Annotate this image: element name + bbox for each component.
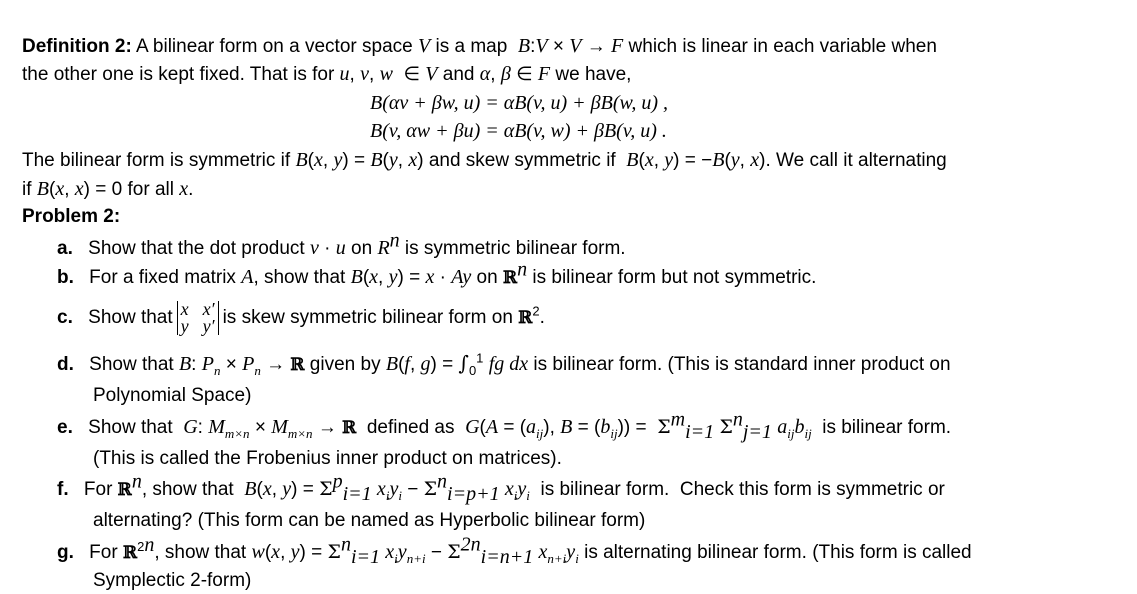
equation-2: [370, 118, 667, 144]
definition-line-2: the other one is kept fixed. That is for u, v, w ∈ V and α, β ∈ F we have,: [22, 63, 632, 85]
item-label: f.: [57, 479, 69, 500]
problem-item-g-cont: Symplectic 2-form): [93, 570, 252, 591]
item-label: d.: [57, 354, 74, 375]
problem-item-g: g. For ℝ$^{2n}$, show that w(x, $y) = \Sigma^n_{i=1}$ $x_iy_{n+i} - \Sigma^{2n}_{i=n+1}$ $x_{n+i}y_i$ is alternating bilinear form. (This form is called: [57, 533, 972, 568]
problem-heading: Problem 2:: [22, 206, 121, 227]
item-label: a.: [57, 238, 73, 259]
equation-2-text: B(v, αw + βu) = αB(v, w) + βB(v, u) .: [370, 120, 667, 142]
item-label: e.: [57, 417, 73, 438]
problem-item-b: b. For a fixed matrix A, show that B(x, y) = x · Ay on ℝ$^n$ is bilinear form but not symmetric.: [57, 258, 817, 288]
definition-line-3: The bilinear form is symmetric if B(x, y) = B(y, x) and skew symmetric if B(x, y) = −B(y, x). We call it alternating: [22, 149, 947, 171]
item-label: g.: [57, 542, 74, 563]
problem-item-a: a. Show that the dot product v · u on $R^n$ is symmetric bilinear form.: [57, 229, 626, 259]
equation-1: [370, 90, 668, 116]
problem-item-d: d. Show that B: $P_n \times P_n$ → ℝ given by B(f, $g) = \int_0^1$ fg dx is bilinear form. (This is standard inner product on: [57, 350, 951, 378]
problem-item-f: f. For ℝ$^n$, show that B(x, $y) = \Sigma^p_{i=1}$ $x_iy_i - \Sigma^n_{i=p+1}$ $x_iy_i$ is bilinear form. Check this form is symmetric or: [57, 470, 945, 505]
item-label: c.: [57, 307, 73, 328]
problem-item-d-cont: Polynomial Space): [93, 385, 252, 406]
problem-item-f-cont: alternating? (This form can be named as Hyperbolic bilinear form): [93, 510, 646, 531]
definition-line-4: if B(x, x) = 0 for all x.: [22, 178, 194, 200]
definition-heading: Definition 2:: [22, 36, 132, 57]
item-label: b.: [57, 267, 74, 288]
problem-item-e: e. Show that G: $M_{m\times n} \times M_{m\times n}$ → ℝ defined as $G(A = (a_{ij})$, $B = (b_{ij})) = \Sigma^m_{i=1}$ $\Sigma^n_{j=1}$ $a_{ij}b_{ij}$ is bilinear form.: [57, 408, 952, 443]
equation-1-text: B(αv + βw, u) = αB(v, u) + βB(w, u) ,: [370, 92, 668, 114]
problem-item-e-cont: (This is called the Frobenius inner product on matrices).: [93, 448, 562, 469]
problem-item-c: c. Show that x x′ y y′ is skew symmetric bilinear form on ℝ$^2$.: [57, 298, 545, 336]
definition-line-1: Definition 2: A bilinear form on a vector space V is a map B:V × V → F which is linear in each variable when: [22, 35, 937, 57]
determinant: x x′ y y′: [177, 301, 219, 335]
